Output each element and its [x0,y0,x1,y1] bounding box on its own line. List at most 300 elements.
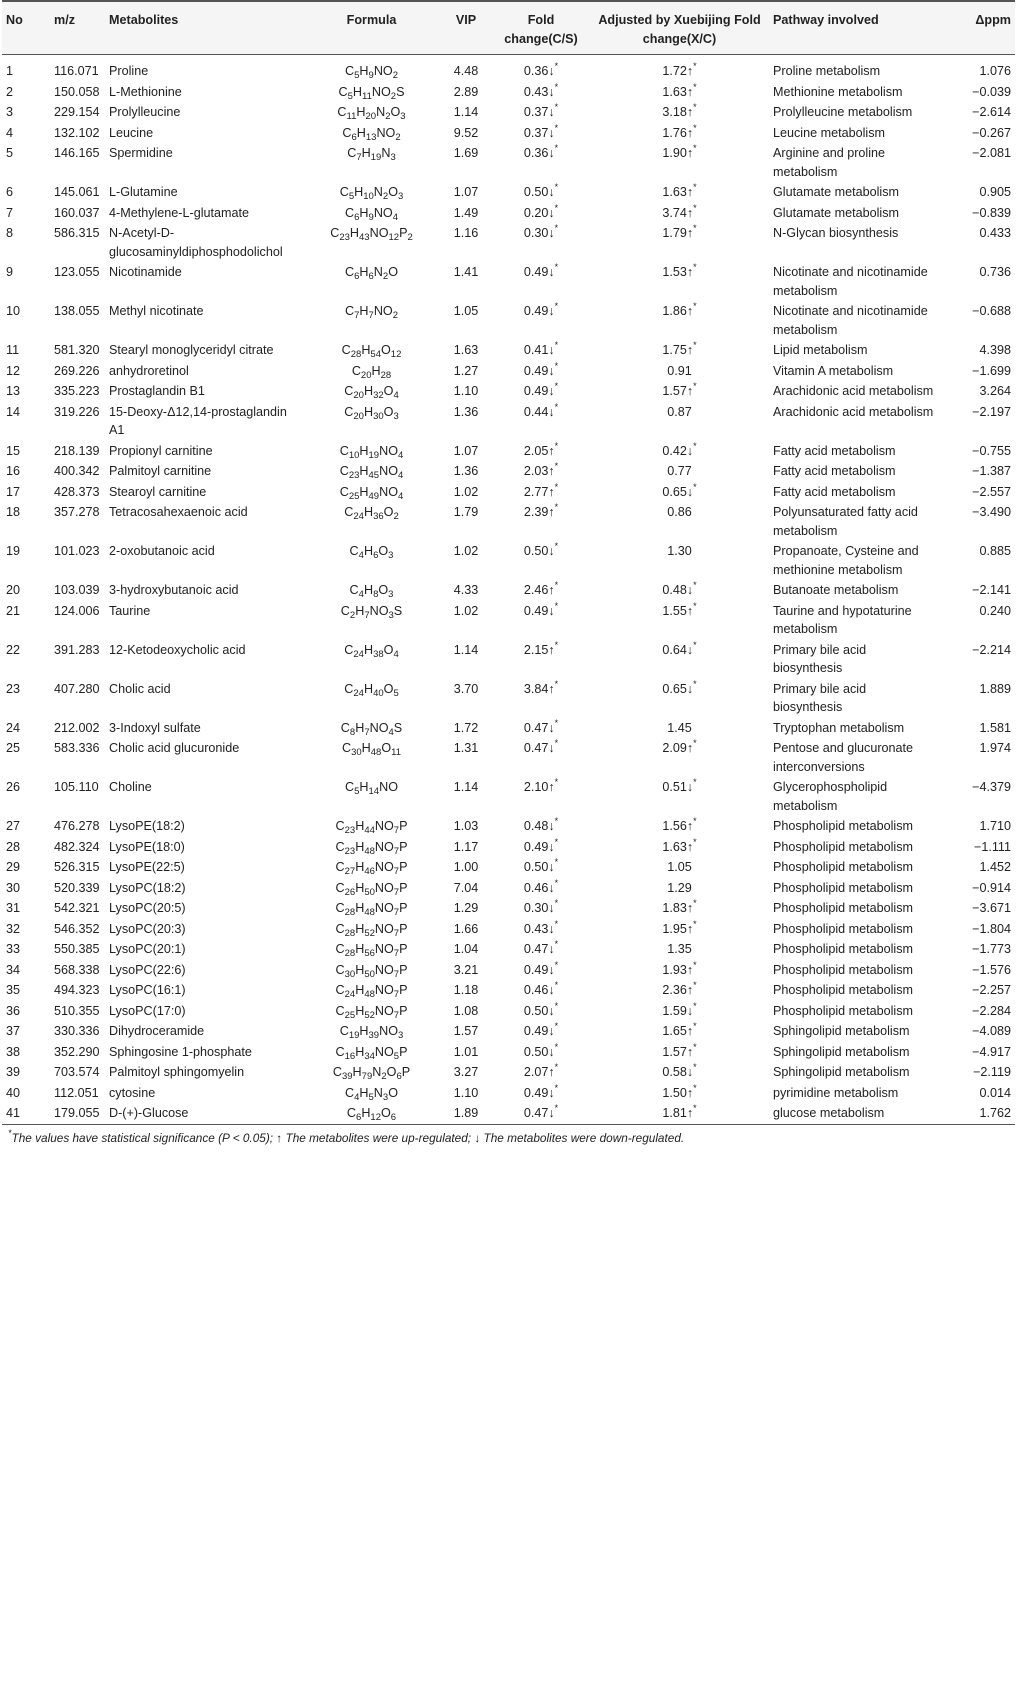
cell-delta-ppm: −1.387 [972,464,1011,478]
cell-no: 20 [6,583,21,597]
cell-fold-change [492,777,590,816]
cell-adjusted-fold-change [590,541,769,580]
cell-mz: 132.102 [54,125,100,140]
significance-marker: * [554,502,559,512]
cell-no: 6 [6,185,14,199]
cell-vip: 4.33 [453,583,479,597]
cell-no: 30 [6,880,21,895]
cell-adjusted-fold-change-value: 0.65↓ [662,484,694,499]
cell-formula: $C_5H_9NO_2$ [345,64,398,81]
cell-formula: $C_{23}H_{48}NO_7P$ [335,839,408,857]
cell-delta-ppm: −1.576 [972,962,1011,977]
cell-formula: $C_{28}H_{56}NO_7P$ [335,942,408,959]
significance-marker: * [693,262,697,272]
cell-vip: 1.72 [453,720,479,735]
cell-no: 29 [6,860,21,874]
cell-mz: 319.226 [54,404,100,419]
cell-fold-change [492,980,590,1001]
cell-formula: $C_8H_7NO_4S$ [340,720,403,738]
cell-formula: $C_{39}H_{79}N_2O_6P$ [332,1065,411,1082]
footnote-text: The values have statistical significance (P < 0.05); ↑ The metabolites were up-regulated; ↓ The metabolites were down-regulated. [11,1130,685,1145]
cell-metabolite: 12-Ketodeoxycholic acid [109,642,246,657]
cell-fold-change [492,1103,590,1124]
table-row [2,402,1015,441]
cell-metabolite: Dihydroceramide [109,1024,205,1038]
cell-delta-ppm: −4.089 [972,1024,1011,1038]
cell-adjusted-fold-change-value: 1.56↑ [662,819,694,833]
cell-vip: 1.57 [453,1024,479,1038]
cell-pathway: Phospholipid metabolism [773,942,914,956]
cell-formula: $C_6H_{12}O_6$ [346,1106,397,1123]
header-formula: Formula [346,13,397,27]
table-row [2,898,1015,919]
significance-marker: * [693,81,697,92]
significance-marker: * [554,678,559,689]
cell-fold-change [492,1042,590,1063]
cell-delta-ppm: 0.240 [979,603,1011,618]
cell-no: 7 [6,205,14,220]
cell-metabolite: N-Acetyl-D-glucosaminyldiphosphodolichol [109,226,283,259]
cell-vip: 7.04 [453,880,479,895]
significance-marker: * [554,481,559,492]
cell-pathway: Taurine and hypotaturine metabolism [773,603,912,636]
cell-no: 5 [6,146,14,160]
cell-metabolite: Cholic acid [109,681,171,696]
cell-adjusted-fold-change [590,738,769,777]
significance-marker: * [693,440,697,451]
cell-adjusted-fold-change [590,123,769,144]
cell-mz: 510.355 [54,1003,100,1018]
cell-adjusted-fold-change-value: 1.81↑ [662,1106,694,1120]
cell-mz: 229.154 [54,105,100,119]
cell-formula: $C_{23}H_{43}NO_{12}P_2$ [330,226,413,243]
cell-mz: 482.324 [54,839,100,854]
cell-adjusted-fold-change-value: 0.48↓ [662,583,694,597]
cell-adjusted-fold-change [590,102,769,123]
cell-adjusted-fold-change-value: 1.95↑ [662,921,694,936]
significance-marker: * [554,600,559,611]
significance-marker: * [693,1082,697,1093]
cell-mz: 138.055 [54,304,100,318]
cell-fold-change-value: 0.50↓ [523,185,555,199]
cell-delta-ppm: 1.889 [979,681,1011,696]
cell-adjusted-fold-change-value: 0.91 [667,363,692,378]
cell-adjusted-fold-change-value: 1.86↑ [662,304,694,318]
cell-adjusted-fold-change-value: 0.42↓ [662,443,694,458]
cell-adjusted-fold-change-value: 1.93↑ [662,962,694,977]
cell-delta-ppm: −2.081 [972,146,1011,160]
cell-delta-ppm: −2.214 [972,642,1011,657]
cell-adjusted-fold-change [590,223,769,262]
cell-no: 17 [6,484,21,499]
significance-marker: * [554,1103,559,1113]
cell-pathway: Polyunsaturated fatty acid metabolism [773,505,918,538]
significance-marker: * [554,61,559,71]
cell-no: 24 [6,720,21,735]
table-row [2,919,1015,940]
cell-metabolite: LysoPC(18:2) [109,880,186,895]
cell-mz: 150.058 [54,84,100,99]
cell-delta-ppm: −2.141 [972,583,1011,597]
cell-delta-ppm: 0.736 [979,265,1011,279]
cell-metabolite: LysoPC(20:5) [109,901,186,915]
cell-fold-change [492,718,590,739]
cell-delta-ppm: −2.257 [972,983,1011,997]
cell-delta-ppm: −0.839 [972,205,1011,220]
table-row [2,82,1015,103]
cell-no: 32 [6,921,21,936]
cell-vip: 9.52 [453,125,479,140]
cell-formula: $C_7H_{19}N_3$ [347,146,396,163]
cell-mz: 400.342 [54,464,100,478]
significance-marker: * [693,61,697,71]
cell-pathway: Prolylleucine metabolism [773,105,913,119]
significance-marker: * [554,980,559,990]
cell-pathway: Vitamin A metabolism [773,363,894,378]
cell-no: 13 [6,384,21,398]
cell-fold-change [492,262,590,301]
cell-adjusted-fold-change-value: 1.90↑ [662,146,694,160]
cell-fold-change-value: 2.03↑ [523,464,555,478]
table-row [2,1001,1015,1022]
table-row [2,1062,1015,1083]
cell-mz: 550.385 [54,942,100,956]
cell-adjusted-fold-change [590,301,769,340]
table-row [2,182,1015,203]
cell-pathway: Sphingolipid metabolism [773,1065,910,1079]
cell-vip: 1.10 [453,384,479,398]
cell-fold-change [492,601,590,640]
cell-delta-ppm: −1.804 [972,921,1011,936]
cell-pathway: Glutamate metabolism [773,185,899,199]
header-adjusted-fold-change: Adjusted by Xuebijing Fold change(X/C) [598,13,761,46]
cell-metabolite: 3-Indoxyl sulfate [109,720,201,735]
table-row [2,262,1015,301]
significance-marker: * [554,877,559,888]
cell-mz: 583.336 [54,741,100,755]
cell-mz: 101.023 [54,544,100,558]
cell-metabolite: Prolylleucine [109,105,181,119]
cell-metabolite: LysoPE(18:0) [109,839,185,854]
table-row [2,816,1015,837]
cell-formula: $C_4H_8O_3$ [349,583,394,600]
cell-fold-change [492,502,590,541]
cell-mz: 542.321 [54,901,100,915]
table-row [2,223,1015,262]
cell-pathway: Phospholipid metabolism [773,901,914,915]
cell-mz: 105.110 [54,780,99,794]
cell-delta-ppm: 0.885 [979,544,1011,558]
cell-adjusted-fold-change [590,1021,769,1042]
significance-marker: * [693,980,697,990]
cell-fold-change-value: 0.36↓ [523,64,555,78]
table-row [2,939,1015,960]
cell-vip: 1.29 [453,901,479,915]
cell-delta-ppm: 0.905 [979,185,1011,199]
table-row [2,980,1015,1001]
cell-metabolite: LysoPC(22:6) [109,962,186,977]
significance-marker: * [554,857,559,867]
cell-mz: 330.336 [54,1024,100,1038]
cell-adjusted-fold-change-value: 3.74↑ [662,205,694,220]
cell-pathway: N-Glycan biosynthesis [773,226,899,240]
cell-mz: 116.071 [54,64,99,78]
cell-adjusted-fold-change-value: 0.86 [667,505,692,519]
cell-formula: $C_6H_9NO_4$ [345,205,398,223]
cell-fold-change-value: 0.50↓ [523,1044,555,1059]
cell-mz: 357.278 [54,505,100,519]
cell-fold-change-value: 3.84↑ [523,681,555,696]
cell-no: 40 [6,1085,21,1100]
cell-adjusted-fold-change [590,939,769,960]
table-row [2,102,1015,123]
cell-adjusted-fold-change [590,1062,769,1083]
cell-vip: 3.27 [453,1065,479,1079]
cell-fold-change [492,102,590,123]
header-no: No [6,13,23,27]
cell-vip: 1.14 [453,105,479,119]
cell-fold-change [492,816,590,837]
cell-fold-change-value: 2.05↑ [523,443,555,458]
significance-marker: * [554,223,559,233]
cell-delta-ppm: −2.557 [972,484,1011,499]
cell-formula: $C_{27}H_{46}NO_7P$ [335,860,408,877]
cell-fold-change [492,381,590,402]
cell-delta-ppm: 1.762 [979,1106,1011,1120]
significance-marker: * [693,301,697,311]
cell-no: 28 [6,839,21,854]
table-row [2,361,1015,382]
cell-formula: $C_4H_6O_3$ [349,544,394,561]
cell-vip: 1.02 [453,484,479,499]
cell-formula: $C_5H_{11}NO_2S$ [338,84,405,102]
cell-fold-change-value: 0.49↓ [523,839,555,854]
cell-delta-ppm: −0.914 [972,880,1011,895]
significance-marker: * [554,816,559,826]
cell-delta-ppm: −1.699 [972,363,1011,378]
cell-vip: 1.36 [453,464,479,478]
cell-fold-change-value: 2.15↑ [523,642,555,657]
cell-adjusted-fold-change-value: 1.72↑ [662,64,694,78]
cell-pathway: Phospholipid metabolism [773,921,914,936]
significance-marker: * [693,816,697,826]
cell-fold-change [492,482,590,503]
cell-adjusted-fold-change [590,82,769,103]
cell-metabolite: Cholic acid glucuronide [109,741,240,755]
cell-formula: $C_{16}H_{34}NO_5P$ [335,1044,408,1062]
significance-marker: * [693,1000,697,1011]
cell-delta-ppm: 4.398 [979,343,1011,357]
cell-fold-change-value: 0.49↓ [523,384,555,398]
significance-marker: * [554,738,559,748]
cell-no: 8 [6,226,14,240]
significance-marker: * [554,182,559,192]
cell-delta-ppm: 0.014 [979,1085,1011,1100]
cell-formula: $C_{23}H_{44}NO_7P$ [335,819,408,836]
cell-fold-change-value: 2.77↑ [523,484,555,499]
cell-adjusted-fold-change-value: 1.55↑ [662,603,694,618]
cell-mz: 391.283 [54,642,100,657]
significance-marker: * [554,777,559,787]
significance-marker: * [693,1103,697,1113]
cell-delta-ppm: −3.490 [972,505,1011,519]
cell-delta-ppm: −0.688 [972,304,1011,318]
cell-fold-change [492,960,590,981]
cell-pathway: Arachidonic acid metabolism [773,404,934,419]
cell-mz: 546.352 [54,921,100,936]
cell-fold-change-value: 0.49↓ [523,1085,555,1100]
cell-formula: $C_4H_5N_3O$ [344,1085,398,1103]
cell-adjusted-fold-change [590,919,769,940]
cell-adjusted-fold-change-value: 1.65↑ [662,1024,694,1038]
cell-adjusted-fold-change-value: 1.45 [667,720,692,735]
cell-mz: 352.290 [54,1044,100,1059]
cell-mz: 212.002 [54,720,100,735]
significance-marker: * [693,202,697,213]
cell-mz: 581.320 [54,343,100,357]
table-row [2,123,1015,144]
cell-fold-change-value: 0.41↓ [523,343,555,357]
cell-no: 35 [6,983,21,997]
significance-marker: * [693,678,697,689]
table-header [2,1,1015,55]
significance-marker: * [693,381,697,391]
significance-marker: * [554,81,559,92]
cell-pathway: Proline metabolism [773,64,881,78]
cell-fold-change-value: 0.49↓ [523,304,555,318]
significance-marker: * [554,959,559,970]
cell-adjusted-fold-change [590,361,769,382]
cell-mz: 476.278 [54,819,100,833]
cell-pathway: Methionine metabolism [773,84,903,99]
cell-metabolite: LysoPE(22:5) [109,860,185,874]
significance-marker: * [554,836,559,847]
table-row [2,857,1015,878]
cell-metabolite: L-Methionine [109,84,182,99]
table-body [2,55,1015,1125]
cell-adjusted-fold-change [590,980,769,1001]
cell-adjusted-fold-change-value: 1.63↑ [662,185,694,199]
cell-delta-ppm: −1.773 [972,942,1011,956]
cell-delta-ppm: −2.119 [973,1065,1011,1079]
cell-adjusted-fold-change-value: 1.83↑ [662,901,694,915]
cell-no: 36 [6,1003,21,1018]
cell-adjusted-fold-change [590,898,769,919]
cell-mz: 269.226 [54,363,100,378]
cell-fold-change [492,143,590,182]
cell-fold-change-value: 0.48↓ [523,819,555,833]
cell-adjusted-fold-change-value: 1.05 [667,860,692,874]
cell-adjusted-fold-change [590,461,769,482]
cell-adjusted-fold-change [590,679,769,718]
cell-delta-ppm: −3.671 [972,901,1011,915]
significance-marker: * [554,143,559,153]
significance-marker: * [554,1021,559,1031]
cell-adjusted-fold-change [590,402,769,441]
significance-marker: * [693,1021,697,1031]
cell-pathway: Fatty acid metabolism [773,484,896,499]
cell-fold-change-value: 0.49↓ [523,603,555,618]
cell-metabolite: Proline [109,64,149,78]
cell-metabolite: 4-Methylene-L-glutamate [109,205,250,220]
significance-marker: * [554,1062,559,1072]
cell-adjusted-fold-change-value: 1.53↑ [662,265,694,279]
cell-adjusted-fold-change-value: 0.87 [667,404,692,419]
significance-marker: * [693,639,697,650]
cell-adjusted-fold-change [590,340,769,361]
cell-adjusted-fold-change-value: 1.57↑ [662,1044,694,1059]
cell-formula: $C_{26}H_{50}NO_7P$ [335,880,408,898]
cell-metabolite: 15-Deoxy-Δ12,14-prostaglandin A1 [109,404,287,437]
cell-metabolite: LysoPC(16:1) [109,983,186,997]
table-row [2,381,1015,402]
cell-formula: $C_{19}H_{39}NO_3$ [339,1024,404,1041]
cell-vip: 1.05 [453,304,479,318]
table-row [2,441,1015,462]
cell-adjusted-fold-change-value: 1.63↑ [662,84,694,99]
cell-fold-change [492,837,590,858]
cell-vip: 1.89 [453,1106,479,1120]
cell-mz: 112.051 [54,1085,99,1100]
cell-fold-change-value: 0.46↓ [523,880,555,895]
cell-delta-ppm: −0.755 [972,443,1011,458]
cell-vip: 4.48 [453,64,479,78]
significance-marker: * [554,122,559,133]
cell-formula: $C_{24}H_{36}O_2$ [344,505,399,522]
cell-fold-change [492,441,590,462]
header-mz: m/z [54,13,75,27]
cell-adjusted-fold-change-value: 1.63↑ [662,839,694,854]
cell-adjusted-fold-change [590,482,769,503]
cell-pathway: Fatty acid metabolism [773,464,896,478]
cell-pathway: Phospholipid metabolism [773,1003,914,1018]
table-row [2,482,1015,503]
significance-marker: * [554,1000,559,1011]
cell-delta-ppm: 0.433 [979,226,1011,240]
table-row [2,502,1015,541]
cell-adjusted-fold-change [590,203,769,224]
significance-marker: * [693,481,697,492]
cell-delta-ppm: −4.917 [972,1044,1011,1059]
cell-metabolite: D-(+)-Glucose [109,1106,189,1120]
cell-vip: 1.66 [453,921,479,936]
cell-no: 9 [6,265,14,279]
cell-vip: 1.10 [453,1085,479,1100]
cell-metabolite: LysoPC(20:3) [109,921,186,936]
cell-metabolite: LysoPC(20:1) [109,942,186,956]
cell-vip: 2.89 [453,84,479,99]
cell-fold-change [492,461,590,482]
cell-adjusted-fold-change [590,55,769,82]
cell-metabolite: Leucine [109,125,154,140]
cell-adjusted-fold-change-value: 1.76↑ [662,125,694,140]
significance-marker: * [554,360,559,371]
cell-formula: $C_{30}H_{48}O_{11}$ [341,741,402,758]
cell-mz: 160.037 [54,205,100,220]
cell-fold-change-value: 0.47↓ [523,720,555,735]
cell-pathway: Primary bile acid biosynthesis [773,681,867,714]
cell-no: 4 [6,125,14,140]
cell-formula: $C_{20}H_{28}$ [351,363,392,381]
cell-adjusted-fold-change-value: 1.75↑ [662,343,694,357]
significance-marker: * [554,639,559,650]
significance-marker: * [554,580,559,590]
cell-pathway: Arachidonic acid metabolism [773,384,934,398]
cell-vip: 1.41 [453,265,479,279]
cell-pathway: Primary bile acid biosynthesis [773,642,867,675]
cell-fold-change [492,919,590,940]
cell-fold-change [492,55,590,82]
